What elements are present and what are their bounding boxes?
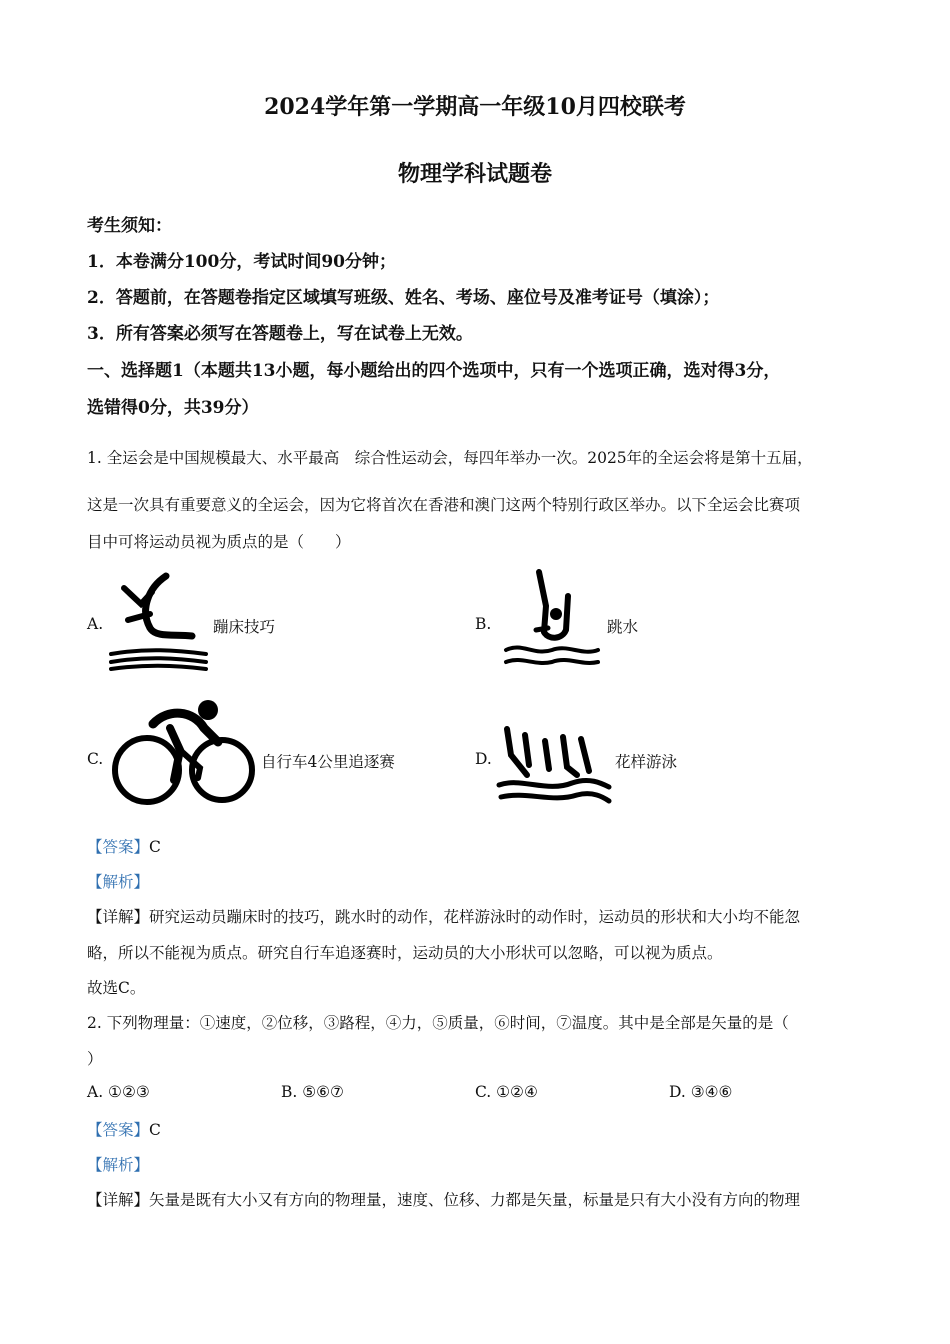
option-letter: C. (87, 750, 104, 768)
option-d: D. ③④⑥ (669, 1083, 733, 1101)
answer-line (87, 835, 161, 857)
question-text: 1. 全运会是中国规模最大、水平最高 综合性运动会，每四年举办一次。2025年的全运会将是第十五届， (87, 449, 813, 467)
page-title: 2024学年第一学期高一年级10月四校联考 (264, 94, 686, 120)
answer-value: C (149, 1121, 161, 1139)
answer-tag: 【答案】 (87, 838, 150, 856)
analysis-tag: 【解析】 (87, 1156, 150, 1174)
detail-text: 矢量是既有大小又有方向的物理量，速度、位移、力都是矢量，标量是只有大小没有方向的物理 (149, 1191, 801, 1209)
option-label: 花样游泳 (615, 753, 678, 771)
diving-icon (502, 570, 602, 670)
option-label: 蹦床技巧 (213, 618, 276, 636)
page-subtitle: 物理学科试题卷 (397, 161, 552, 187)
option-label: 跳水 (607, 618, 639, 636)
detail-line (87, 1188, 800, 1210)
detail-tag: 【详解】 (87, 908, 150, 926)
option-b: B. ⑤⑥⑦ (281, 1083, 344, 1101)
section-heading: 一、选择题1（本题共13小题，每小题给出的四个选项中，只有一个选项正确，选对得3分， (87, 361, 781, 381)
trampoline-icon (106, 570, 211, 672)
synchronized-swimming-icon (497, 725, 612, 810)
notice-item: 2．答题前，在答题卷指定区域填写班级、姓名、考场、座位号及准考证号（填涂）； (87, 288, 720, 308)
option-a: A. ①②③ (87, 1083, 150, 1101)
conclusion-text: 故选C。 (87, 979, 146, 997)
option-label: 自行车4公里追逐赛 (261, 753, 395, 771)
question-text: 2. 下列物理量：①速度，②位移，③路程，④力，⑤质量，⑥时间，⑦温度。其中是全部是矢量的是（ (87, 1014, 789, 1032)
section-heading-cont: 选错得0分，共39分） (87, 398, 259, 418)
answer-tag: 【答案】 (87, 1121, 150, 1139)
option-letter: B. (475, 615, 492, 633)
notice-item: 1．本卷满分100分，考试时间90分钟； (87, 252, 396, 272)
question-text: ） (87, 1050, 103, 1068)
detail-line (87, 905, 800, 927)
notice-item: 3．所有答案必须写在答题卷上，写在试卷上无效。 (87, 324, 473, 344)
option-letter: D. (475, 750, 492, 768)
detail-text: 略，所以不能视为质点。研究自行车追逐赛时，运动员的大小形状可以忽略，可以视为质点。 (87, 944, 723, 962)
question-text: 目中可将运动员视为质点的是（ ） (87, 533, 351, 551)
option-c: C. ①②④ (475, 1083, 538, 1101)
detail-text: 研究运动员蹦床时的技巧，跳水时的动作，花样游泳时的动作时，运动员的形状和大小均不能忽 (149, 908, 801, 926)
detail-tag: 【详解】 (87, 1191, 150, 1209)
option-letter: A. (87, 615, 104, 633)
analysis-tag: 【解析】 (87, 873, 150, 891)
notice-heading: 考生须知： (87, 216, 172, 236)
answer-line (87, 1118, 161, 1140)
question-text: 这是一次具有重要意义的全运会，因为它将首次在香港和澳门这两个特别行政区举办。以下全运会比赛项 (87, 496, 801, 514)
answer-value: C (149, 838, 161, 856)
cycling-icon (108, 698, 258, 808)
